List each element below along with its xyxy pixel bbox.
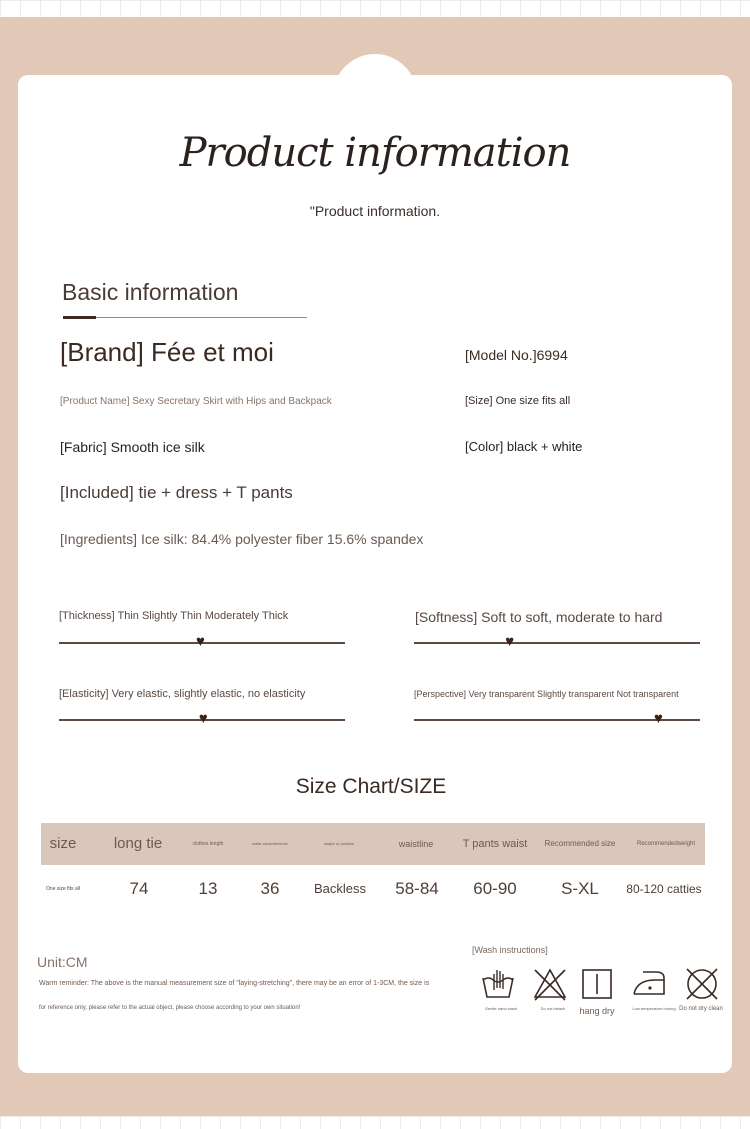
wash-label-hang-dry: hang dry [579,1006,615,1016]
brand-text: [Brand] Fée et moi [60,337,274,367]
elasticity-label: [Elasticity] Very elastic, slightly elastic, no elasticity [59,688,306,700]
cell-recommended-size: S-XL [561,879,599,898]
no-bleach-icon [532,966,568,1002]
unit-text: Unit:CM [37,954,88,970]
cell-recommended-weight: 80-120 catties [626,882,702,896]
thickness-marker-icon: ♥ [196,633,205,650]
elasticity-marker-icon: ♥ [198,710,208,727]
reminder-line-2: for reference only, please refer to the actual object, please choose according to your own situation! [39,1005,301,1011]
cell-collar: 36 [260,879,280,898]
no-dry-clean-icon [684,966,720,1002]
cell-size: One size fits all [46,886,80,892]
wash-label-hand-wash: Gentle hand wash [484,1006,518,1011]
wash-label-no-dry-clean: Do not dry clean [679,1006,723,1012]
iron-icon [631,966,667,1002]
header-t-pants-waist: T pants waist [462,838,528,850]
header-size: size [49,835,77,852]
info-card [18,75,732,1073]
thickness-label: [Thickness] Thin Slightly Thin Moderately Thick [59,610,289,622]
softness-label: [Softness] Soft to soft, moderate to hard [415,609,663,625]
header-recommended-weight: Recommendedweight [636,841,696,847]
fabric-text: [Fabric] Smooth ice silk [60,439,205,455]
model-text: [Model No.]6994 [465,347,568,363]
header-shape: shape or position [323,841,355,846]
cell-long-tie: 74 [129,879,149,898]
header-waistline: waistline [398,839,434,849]
heading-rule [63,317,307,318]
wash-label-iron: Low temperature ironing [632,1006,676,1011]
cell-clothes-length: 13 [198,879,218,898]
hang-dry-icon [579,966,615,1002]
wash-label-no-bleach: Do not bleach [540,1006,566,1011]
heading-rule-accent [63,316,96,319]
header-clothes-length: clothes length [192,841,224,847]
section-heading: Basic information [62,279,239,305]
product-name-text: [Product Name] Sexy Secretary Skirt with Hips and Backpack [60,396,332,407]
size-text: [Size] One size fits all [465,395,571,407]
color-text: [Color] black + white [465,439,583,454]
cell-t-pants-waist: 60-90 [473,879,517,898]
perspective-marker-icon: ♥ [653,710,663,727]
header-recommended-size: Recommended size [544,839,616,848]
size-chart-title: Size Chart/SIZE [295,775,447,798]
included-text: [Included] tie + dress + T pants [60,483,293,502]
wash-instructions-title: [Wash instructions] [472,945,548,955]
size-table-header [41,823,705,865]
header-collar: collar circumference [252,841,288,846]
cell-waistline: 58-84 [395,879,439,898]
hand-wash-icon [480,966,516,1002]
ingredients-text: [Ingredients] Ice silk: 84.4% polyester fiber 15.6% spandex [60,531,424,547]
cell-shape: Backless [313,881,367,896]
header-long-tie: long tie [113,835,163,852]
bottom-background-strip [0,1116,750,1129]
top-background-strip [0,0,750,17]
softness-marker-icon: ♥ [505,633,515,650]
perspective-label: [Perspective] Very transparent Slightly transparent Not transparent [414,689,679,699]
subtitle: "Product information. [309,203,441,219]
script-title: Product information [179,130,571,176]
softness-scale-line [414,642,700,644]
reminder-line-1: Warm reminder: The above is the manual measurement size of "laying-stretching", there may be an error of 1-3CM, the size is [39,980,430,987]
